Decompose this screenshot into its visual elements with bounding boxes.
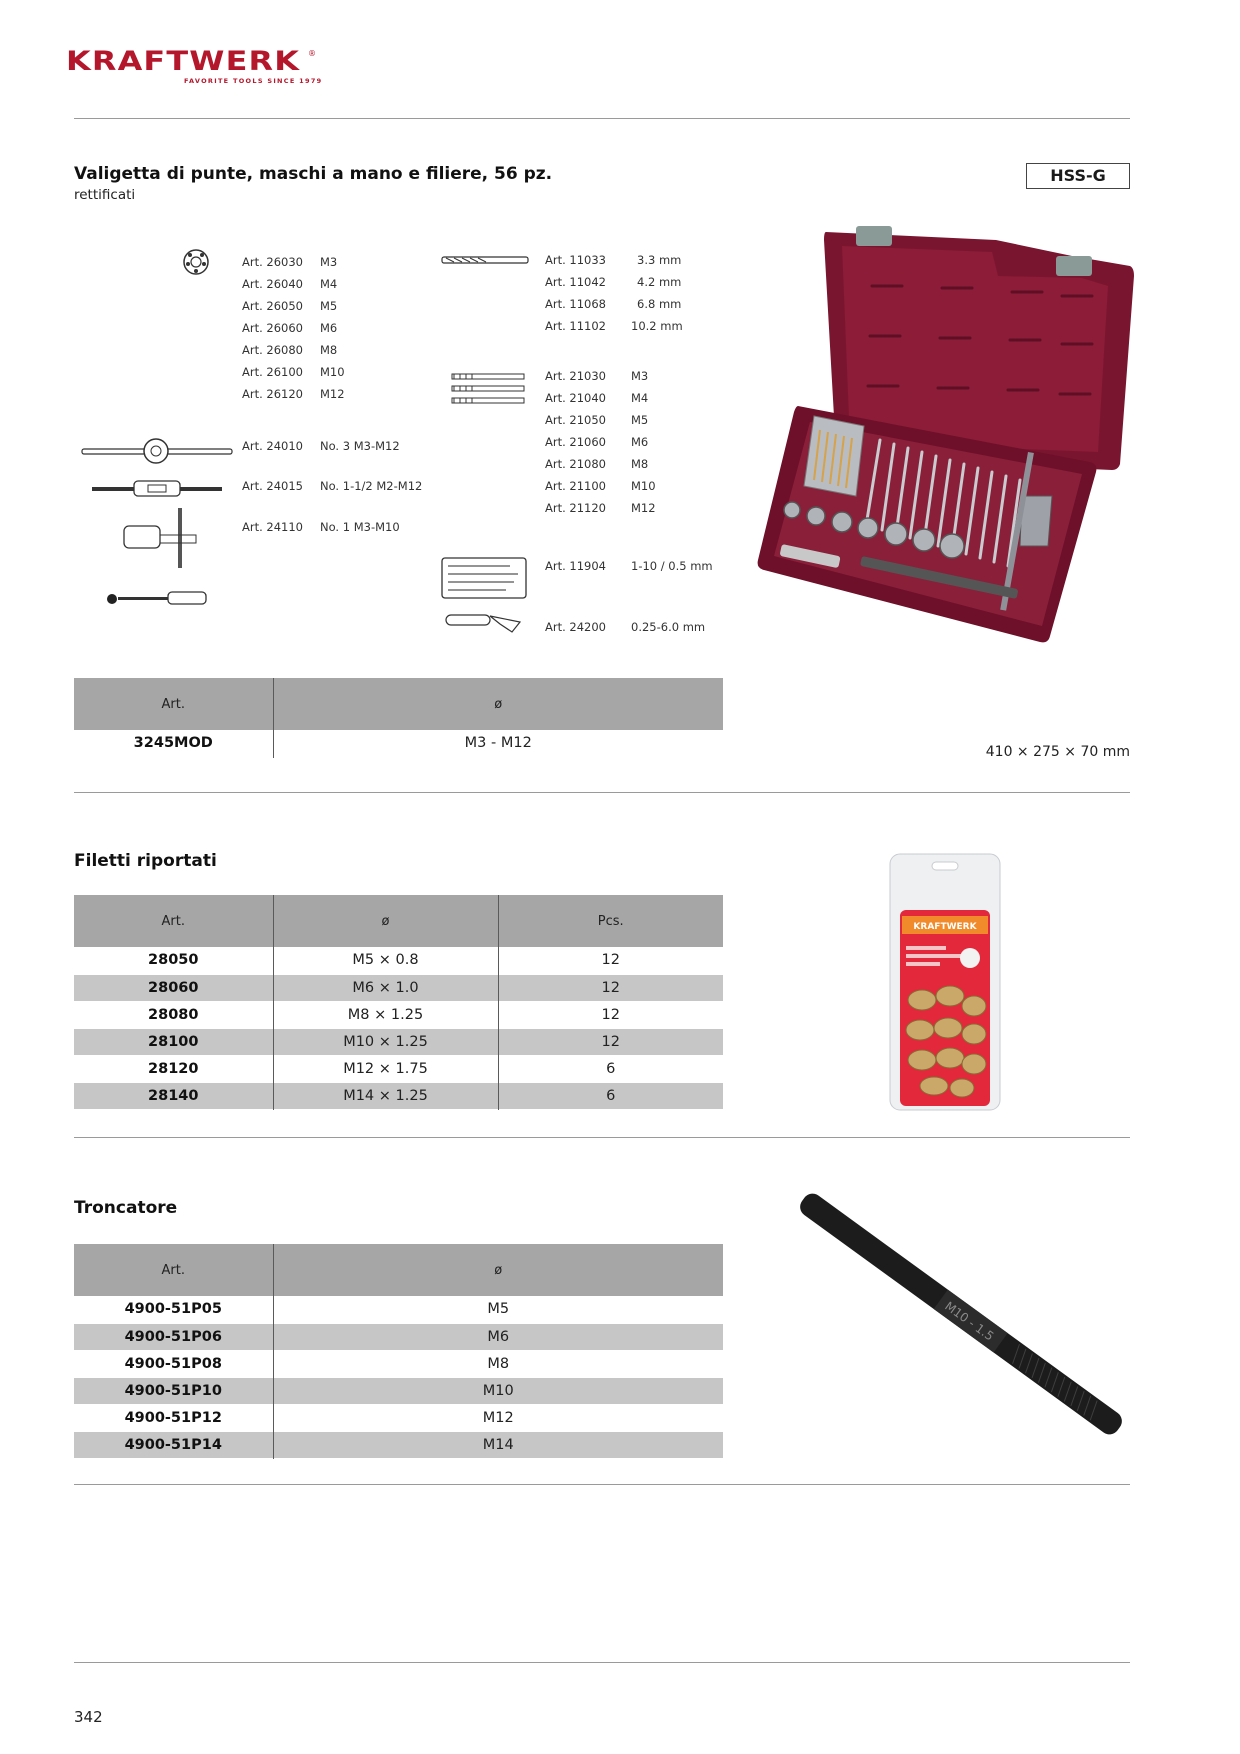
component-size: 4.2 mm [637, 275, 682, 289]
component-art: Art. 11068 [545, 297, 606, 311]
cell-diameter: M14 × 1.25 [273, 1082, 498, 1109]
thread-gauge-icon [446, 615, 520, 632]
divider [74, 792, 1130, 793]
cell-art: 28120 [74, 1055, 273, 1082]
component-size: M4 [320, 277, 338, 291]
component-art: Art. 24015 [242, 479, 303, 493]
component-art: Art. 21050 [545, 413, 606, 427]
column-header-diameter: ø [273, 678, 723, 730]
material-badge: HSS-G [1026, 163, 1130, 189]
component-size: 6.8 mm [637, 297, 682, 311]
divider [74, 118, 1130, 119]
section-subtitle: rettificati [74, 187, 136, 203]
drill-bit-icon [442, 257, 528, 263]
section-title-drill-tap-set: Valigetta di punte, maschi a mano e filiere, 56 pz. [74, 164, 553, 184]
cell-art: 28100 [74, 1028, 273, 1055]
component-art: Art. 26050 [242, 299, 303, 313]
component-art: Art. 26060 [242, 321, 303, 335]
divider [74, 1662, 1130, 1663]
cell-art: 4900-51P06 [74, 1323, 273, 1350]
screwdriver-icon [107, 592, 206, 604]
component-size: M6 [320, 321, 338, 335]
tang-break-tool-image [786, 1174, 1136, 1454]
divider [74, 1137, 1130, 1138]
component-size: M6 [631, 435, 649, 449]
component-art: Art. 21030 [545, 369, 606, 383]
column-header-art: Art. [74, 678, 273, 730]
component-art: Art. 21120 [545, 501, 606, 515]
t-handle-tap-wrench-icon [124, 508, 196, 568]
table-row [74, 974, 723, 1001]
component-art: Art. 24110 [242, 520, 303, 534]
component-size: M12 [631, 501, 656, 515]
page-number: 342 [74, 1708, 103, 1726]
cell-diameter: M12 × 1.75 [273, 1055, 498, 1082]
column-header-pcs: Pcs. [498, 895, 723, 947]
product-table-tang-tool [74, 1244, 723, 1459]
component-art: Art. 26120 [242, 387, 303, 401]
section-title-tang-break-tool: Troncatore [74, 1198, 178, 1218]
die-icon [184, 250, 208, 274]
cell-art: 28060 [74, 974, 273, 1001]
cell-art: 4900-51P14 [74, 1431, 273, 1458]
component-art: Art. 11102 [545, 319, 606, 333]
die-stock-icon [82, 439, 232, 463]
table-row [74, 1431, 723, 1458]
case-dimensions: 410 × 275 × 70 mm [985, 744, 1130, 760]
brand-wordmark: KRAFTWERK [66, 46, 301, 77]
table-row [74, 1055, 723, 1082]
tool-icons-right [440, 250, 530, 640]
component-size: M3 [320, 255, 338, 269]
component-art: Art. 21040 [545, 391, 606, 405]
cell-art: 4900-51P08 [74, 1350, 273, 1377]
column-header-art: Art. [74, 895, 273, 947]
component-art: Art. 21060 [545, 435, 606, 449]
table-row [74, 1001, 723, 1028]
cell-diameter: M8 [273, 1350, 723, 1377]
cell-diameter: M5 [273, 1296, 723, 1323]
component-size: M10 [631, 479, 656, 493]
component-art: Art. 26100 [242, 365, 303, 379]
cell-art: 28050 [74, 947, 273, 974]
component-size: M10 [320, 365, 345, 379]
component-size: 0.25-6.0 mm [631, 620, 706, 634]
cell-diameter: M10 [273, 1377, 723, 1404]
divider [74, 1484, 1130, 1485]
cell-diameter: M10 × 1.25 [273, 1028, 498, 1055]
component-art: Art. 26030 [242, 255, 303, 269]
cell-art: 4900-51P12 [74, 1404, 273, 1431]
cell-pcs: 6 [498, 1082, 723, 1109]
component-size: M5 [320, 299, 338, 313]
component-size: 10.2 mm [631, 319, 683, 333]
tool-case-image [752, 226, 1136, 646]
cell-diameter: M6 × 1.0 [273, 974, 498, 1001]
thread-insert-pack-image [886, 850, 1006, 1118]
table-row [74, 1082, 723, 1109]
table-row [74, 1323, 723, 1350]
column-header-art: Art. [74, 1244, 273, 1296]
column-header-diameter: ø [273, 895, 498, 947]
component-size: M4 [631, 391, 649, 405]
cell-pcs: 12 [498, 1028, 723, 1055]
component-size: 1-10 / 0.5 mm [631, 559, 713, 573]
cell-diameter: M5 × 0.8 [273, 947, 498, 974]
component-art: Art. 21080 [545, 457, 606, 471]
component-art: Art. 21100 [545, 479, 606, 493]
cell-pcs: 12 [498, 947, 723, 974]
cell-pcs: 12 [498, 1001, 723, 1028]
table-row [74, 1404, 723, 1431]
cell-art: 4900-51P10 [74, 1377, 273, 1404]
cell-diameter: M12 [273, 1404, 723, 1431]
table-row [74, 1350, 723, 1377]
brand-tagline: FAVORITE TOOLS SINCE 1979 [184, 77, 323, 85]
table-row [74, 1028, 723, 1055]
component-art: Art. 24200 [545, 620, 606, 634]
cell-art: 4900-51P05 [74, 1296, 273, 1323]
component-size: 3.3 mm [637, 253, 682, 267]
section-title-thread-inserts: Filetti riportati [74, 851, 217, 871]
cell-art: 28140 [74, 1082, 273, 1109]
component-art: Art. 24010 [242, 439, 303, 453]
tap-wrench-icon [92, 481, 222, 496]
component-size: No. 1-1/2 M2-M12 [320, 479, 423, 493]
pack-brand-label: KRAFTWERK [913, 922, 977, 932]
cell-pcs: 12 [498, 974, 723, 1001]
table-row [74, 730, 723, 757]
product-table-case [74, 678, 723, 758]
cell-art: 28080 [74, 1001, 273, 1028]
hand-taps-icon [452, 374, 524, 403]
cell-diameter: M3 - M12 [273, 730, 723, 757]
component-size: No. 3 M3-M12 [320, 439, 400, 453]
component-art: Art. 11904 [545, 559, 606, 573]
cell-diameter: M8 × 1.25 [273, 1001, 498, 1028]
product-table-thread-inserts [74, 895, 723, 1110]
cell-diameter: M6 [273, 1323, 723, 1350]
cell-art: 3245MOD [74, 730, 273, 757]
component-art: Art. 26040 [242, 277, 303, 291]
tool-icons-left [78, 245, 234, 615]
cell-diameter: M14 [273, 1431, 723, 1458]
column-header-diameter: ø [273, 1244, 723, 1296]
component-size: M3 [631, 369, 649, 383]
table-row [74, 947, 723, 974]
component-size: M5 [631, 413, 649, 427]
tool-marking: M10 - 1.5 [942, 1298, 997, 1344]
table-row [74, 1296, 723, 1323]
registered-mark: ® [308, 49, 316, 58]
component-art: Art. 11033 [545, 253, 606, 267]
component-size: M12 [320, 387, 345, 401]
cell-pcs: 6 [498, 1055, 723, 1082]
component-art: Art. 26080 [242, 343, 303, 357]
component-size: M8 [320, 343, 338, 357]
component-art: Art. 11042 [545, 275, 606, 289]
drill-set-box-icon [442, 558, 526, 598]
component-size: No. 1 M3-M10 [320, 520, 400, 534]
table-row [74, 1377, 723, 1404]
component-size: M8 [631, 457, 649, 471]
